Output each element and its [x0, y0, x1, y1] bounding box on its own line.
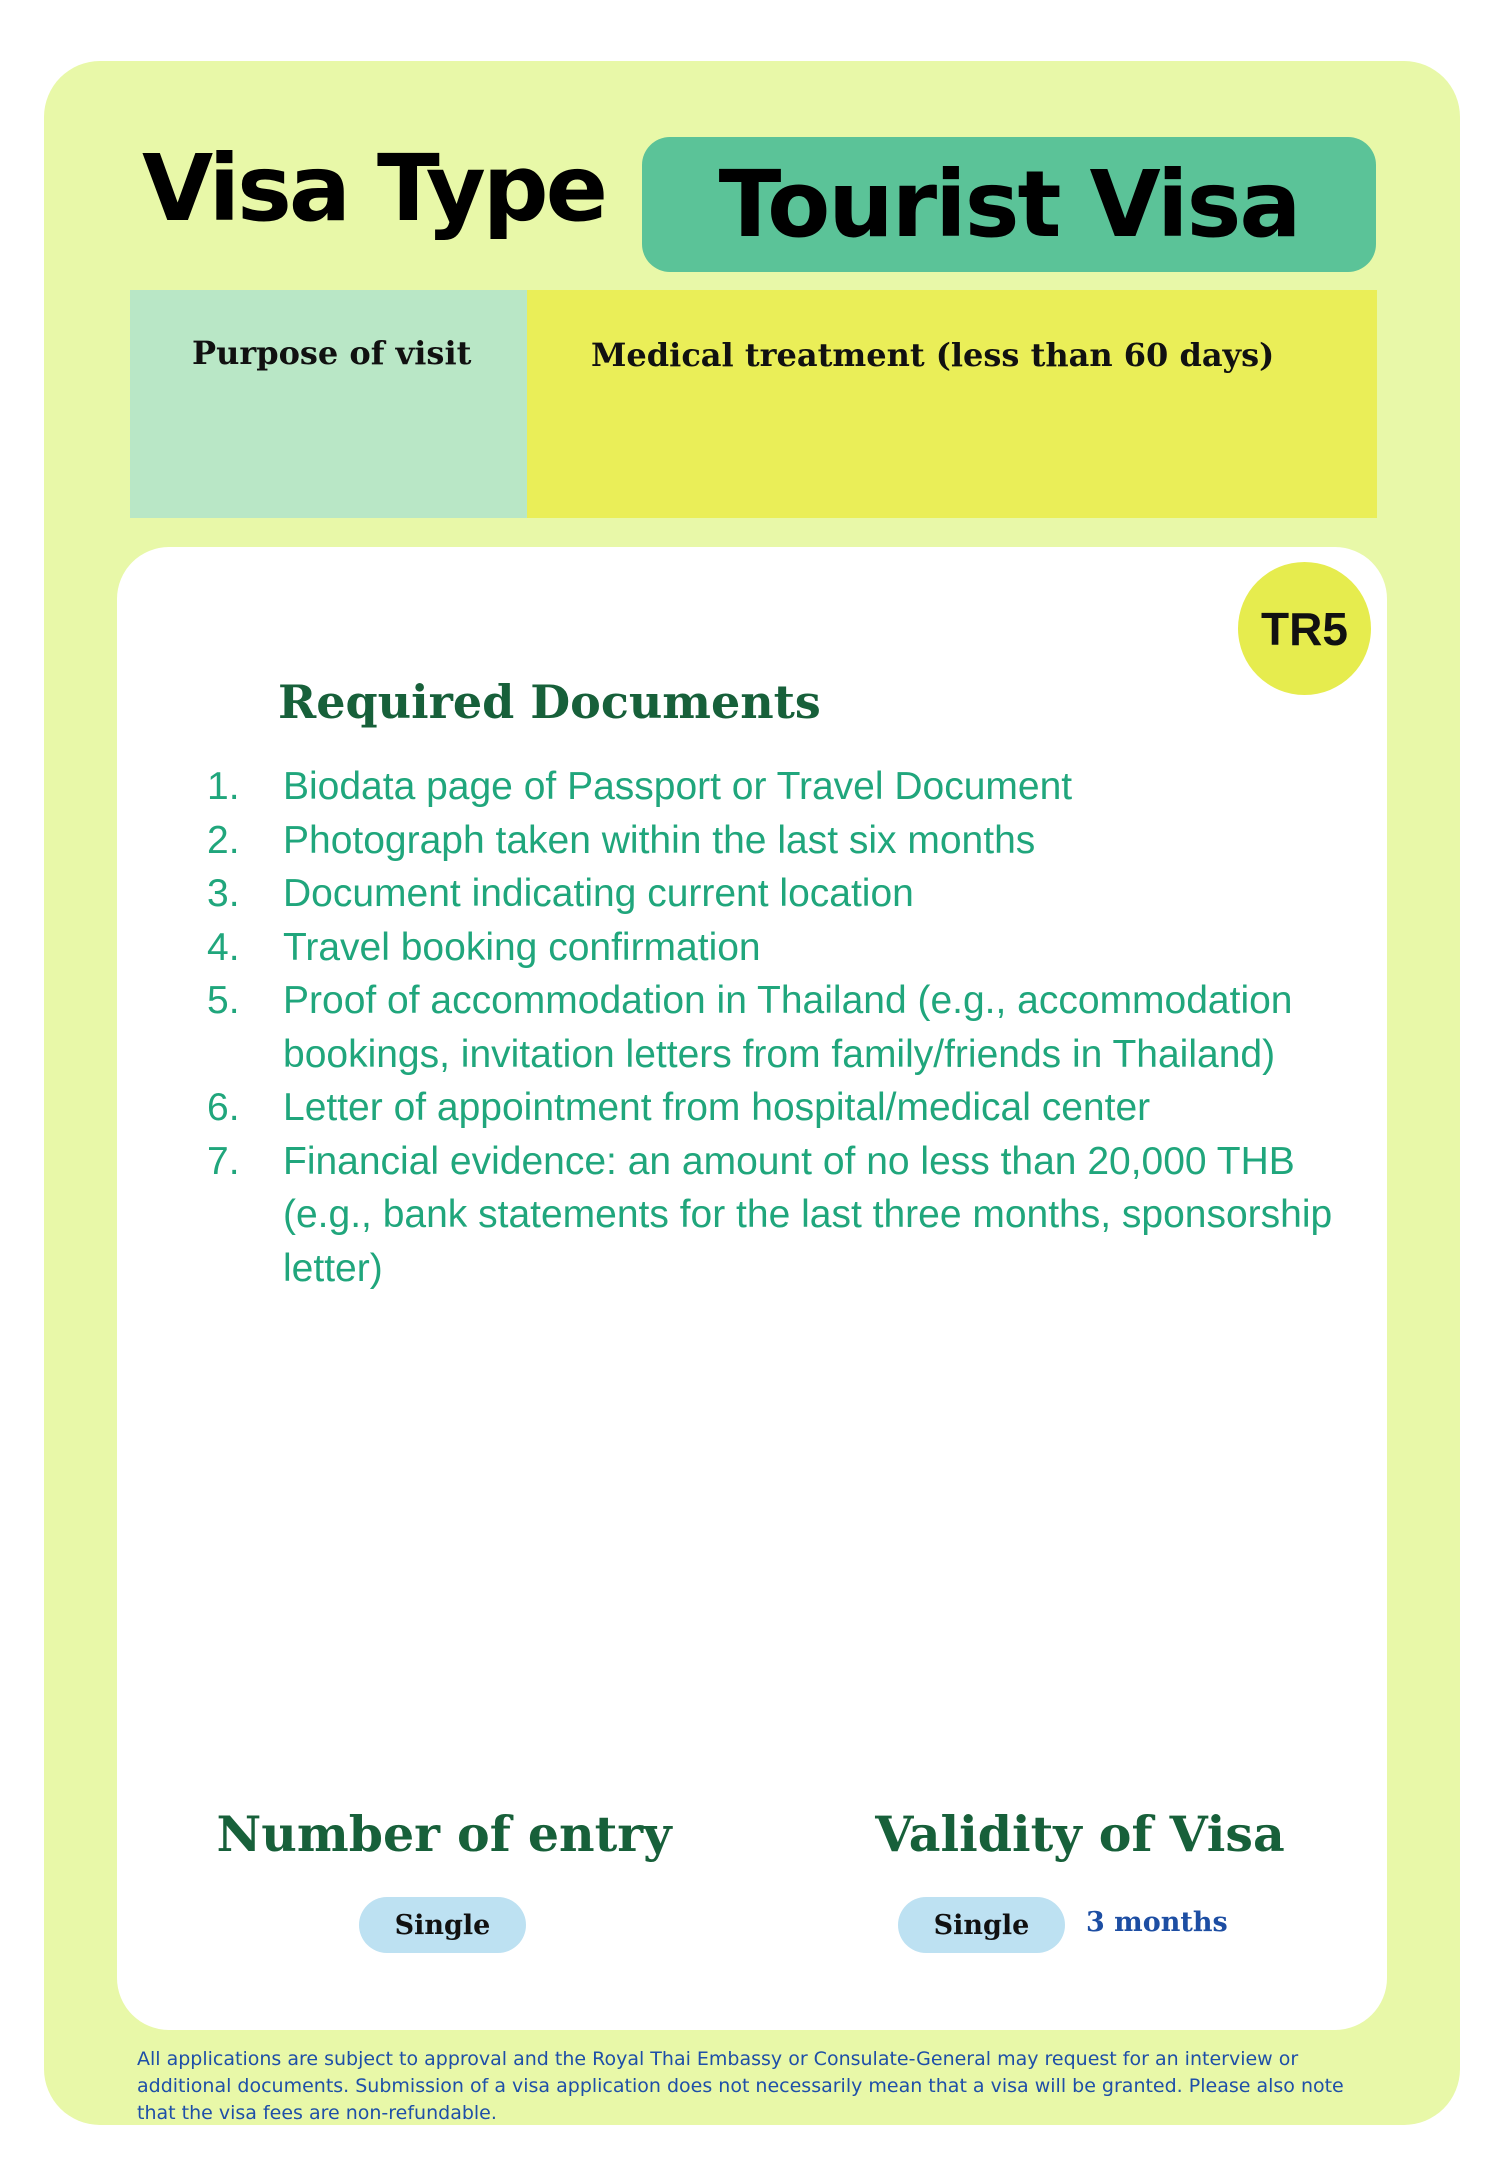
list-item — [0, 974, 1500, 1081]
list-item-text: Document indicating current location — [283, 872, 914, 915]
list-item-text: Financial evidence: an amount of no less than 20,000 THB (e.g., bank statements for the last three months, sponsorship letter) — [283, 1139, 1333, 1290]
list-item-number: 6. — [207, 1086, 240, 1129]
validity-type-badge: Single — [898, 1897, 1065, 1953]
visa-code-badge: TR5 — [1238, 562, 1371, 695]
validity-duration: 3 months — [1086, 1907, 1228, 1938]
visa-name-box — [642, 137, 1376, 272]
list-item-number: 4. — [207, 925, 240, 969]
list-item-number: 5. — [207, 979, 240, 1022]
entry-value-badge: Single — [359, 1897, 526, 1953]
list-item — [0, 867, 1500, 921]
visa-name: Tourist Visa — [718, 151, 1300, 258]
list-item-text: Proof of accommodation in Thailand (e.g., accommodation bookings, invitation letters from family/friends in Thailand) — [283, 979, 1293, 1076]
required-documents-heading: Required Documents — [278, 675, 821, 729]
list-item — [0, 1081, 1500, 1135]
list-item-number: 2. — [207, 818, 240, 862]
list-item-number: 7. — [207, 1139, 240, 1183]
disclaimer-text: All applications are subject to approval and the Royal Thai Embassy or Consulate-General may request for an interview or additional documents. Submission of a visa application does not necessarily mean that a visa will be granted. Please also note that the visa fees are non-refundable. — [137, 2048, 1344, 2124]
number-of-entry-heading: Number of entry — [216, 1805, 672, 1863]
purpose-value: Medical treatment (less than 60 days) — [591, 336, 1275, 374]
list-item — [0, 921, 1500, 975]
purpose-label-cell — [130, 290, 527, 518]
purpose-value-cell — [527, 290, 1377, 518]
list-item-text: Photograph taken within the last six months — [283, 818, 1036, 862]
list-item — [0, 760, 1500, 814]
required-documents-list — [0, 760, 1500, 1295]
list-item — [0, 814, 1500, 868]
purpose-label: Purpose of visit — [192, 334, 472, 372]
list-item-text: Travel booking confirmation — [283, 925, 761, 969]
list-item-number: 3. — [207, 872, 240, 915]
list-item — [0, 1135, 1500, 1296]
list-item-text: Letter of appointment from hospital/medical center — [283, 1086, 1151, 1129]
validity-of-visa-heading: Validity of Visa — [875, 1805, 1285, 1863]
visa-type-label: Visa Type — [142, 135, 606, 242]
list-item-number: 1. — [207, 765, 240, 808]
list-item-text: Biodata page of Passport or Travel Document — [283, 765, 1073, 808]
